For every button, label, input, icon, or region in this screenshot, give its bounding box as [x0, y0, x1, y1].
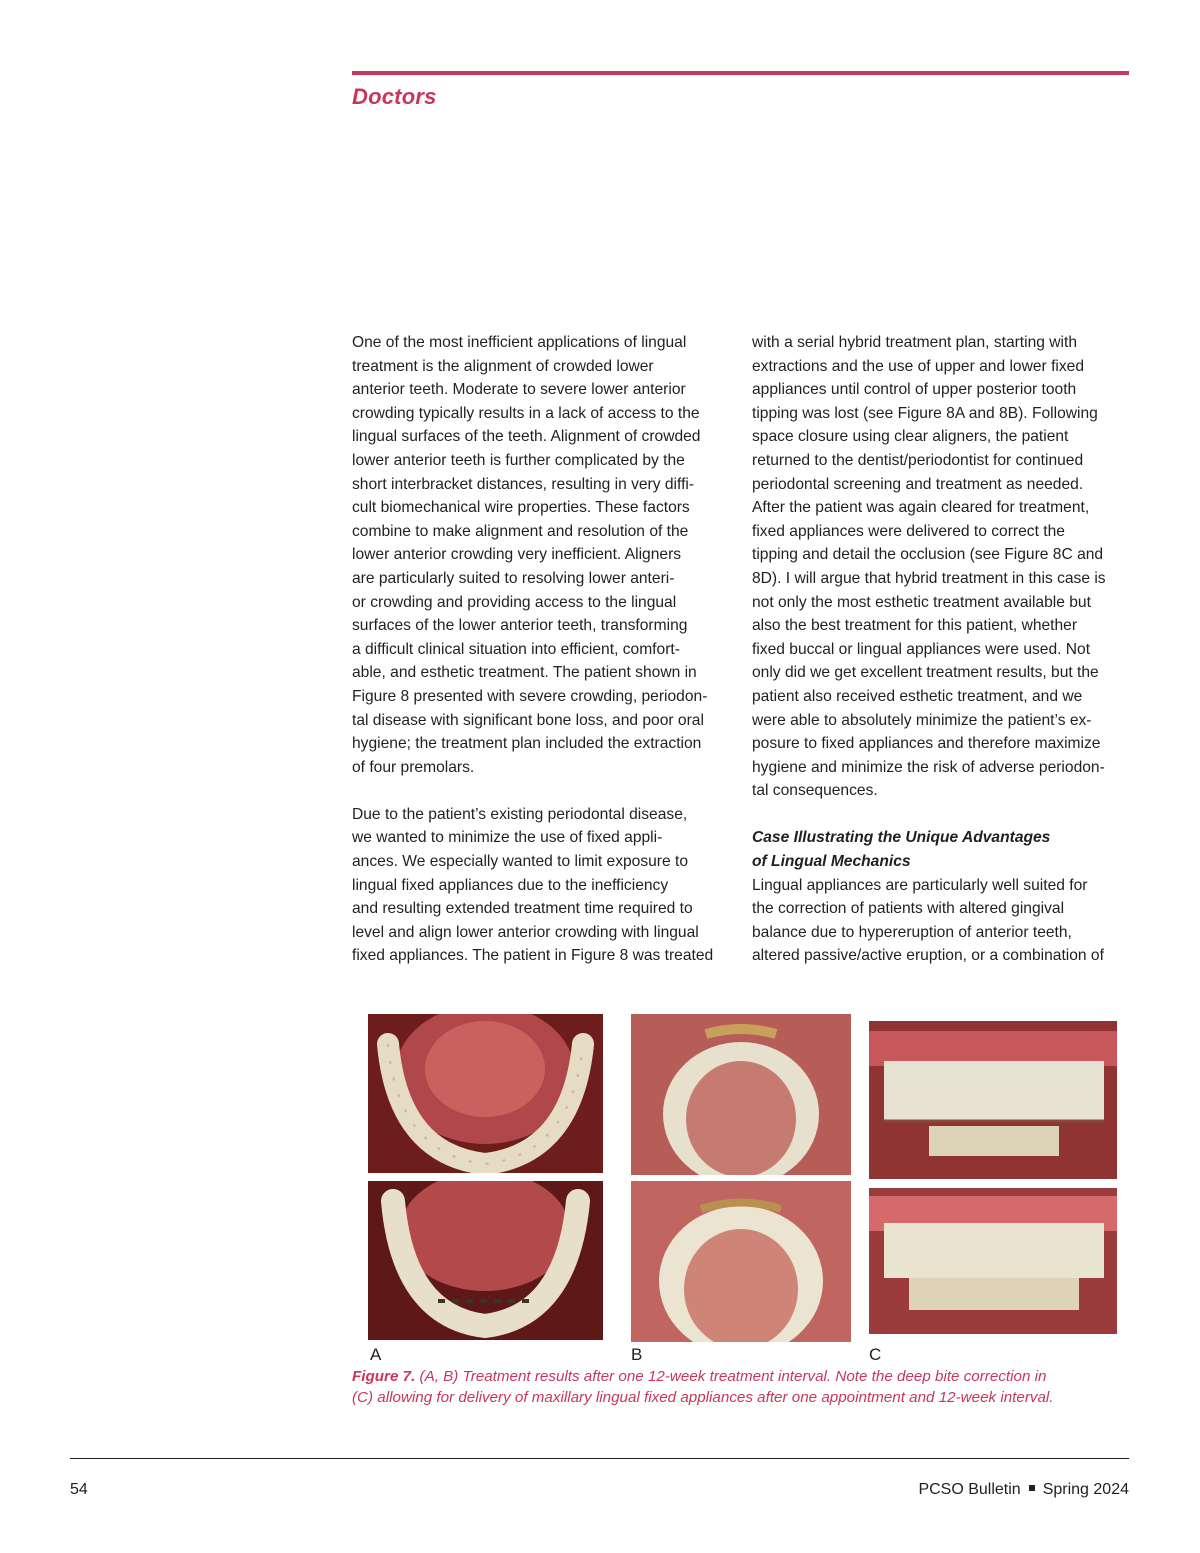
paragraph: One of the most inefficient applications of lingual treatment is the alignment of crowded lower anterior teeth. Moderate to severe lower anterior crowding typically results in a lack of access to the lingual surfaces of the teeth. Alignment of crowded lower anterior teeth is further complicated by the short interbracket distances, resulting in very diffi- cult biomechanical wire properties. These factors combine to make alignment and resolution of the lower anterior crowding very inefficient. Aligners are particularly suited to resolving lower anteri- or crowding and providing access to the lingual surfaces of the lower anterior teeth, transforming a difficult clinical situation into efficient, comfort- able, and esthetic treatment. The patient shown in Figure 8 presented with severe crowding, periodon- tal disease with significant bone loss, and poor oral hygiene; the treatment plan included the extraction of four premolars.	[352, 334, 708, 776]
page-number: 54	[70, 1481, 88, 1498]
photo-c-bottom-frontal	[869, 1188, 1117, 1334]
panel-label-a: A	[370, 1345, 382, 1364]
footer-publication	[918, 1481, 1129, 1499]
photo-c-top-frontal	[869, 1021, 1117, 1179]
caption-text: (A, B) Treatment results after one 12-week treatment interval. Note the deep bite correction in (C) allowing for delivery of maxillary lingual fixed appliances after one appointment and 12-week interval.	[352, 1368, 1054, 1406]
photo-b-bottom-upper-arch	[631, 1181, 851, 1342]
header-rule	[352, 71, 1129, 75]
section-title: Doctors	[352, 84, 437, 109]
photo-a-bottom-lower-arch-lingual	[368, 1181, 603, 1340]
paragraph: with a serial hybrid treatment plan, starting with extractions and the use of upper and lower fixed appliances until control of upper posterior tooth tipping was lost (see Figure 8A and 8B). Following space closure using clear aligners, the patient returned to the dentist/periodontist for continued periodontal screening and treatment as needed. After the patient was again cleared for treatment, fixed appliances were delivered to correct the tipping and detail the occlusion (see Figure 8C and 8D). I will argue that hybrid treatment in this case is not only the most esthetic treatment available but also the best treatment for this patient, whether fixed buccal or lingual appliances were used. Not only did we get excellent treatment results, but the patient also received esthetic treatment, and we were able to absolutely minimize the patient’s ex- posure to fixed appliances and therefore maximize hygiene and minimize the risk of adverse periodon- tal consequences.	[752, 334, 1106, 800]
article-column-left	[352, 331, 732, 968]
issue-date: Spring 2024	[1042, 1481, 1129, 1498]
panel-label-c: C	[869, 1345, 882, 1364]
panel-label-b: B	[631, 1345, 643, 1364]
paragraph: Due to the patient’s existing periodontal disease, we wanted to minimize the use of fixed appli- ances. We especially wanted to limit exposure to lingual fixed appliances due to the inefficiency and resulting extended treatment time required to level and align lower anterior crowding with lingual fixed appliances. The patient in Figure 8 was treated	[352, 805, 714, 965]
photo-a-top-lower-arch	[368, 1014, 603, 1173]
figure-label: Figure 7.	[352, 1368, 416, 1385]
paragraph: Lingual appliances are particularly well suited for the correction of patients with altered gingival balance due to hypereruption of anterior teeth, altered passive/active eruption, or a combination of	[752, 876, 1104, 965]
case-subheading: Case Illustrating the Unique Advantages of Lingual Mechanics	[752, 829, 1051, 871]
photo-b-top-upper-arch	[631, 1014, 851, 1175]
square-bullet-icon	[1029, 1485, 1035, 1491]
publication-name: PCSO Bulletin	[918, 1481, 1021, 1498]
article-column-right	[752, 331, 1132, 968]
figure-caption	[352, 1366, 1132, 1408]
footer-rule	[70, 1458, 1129, 1459]
